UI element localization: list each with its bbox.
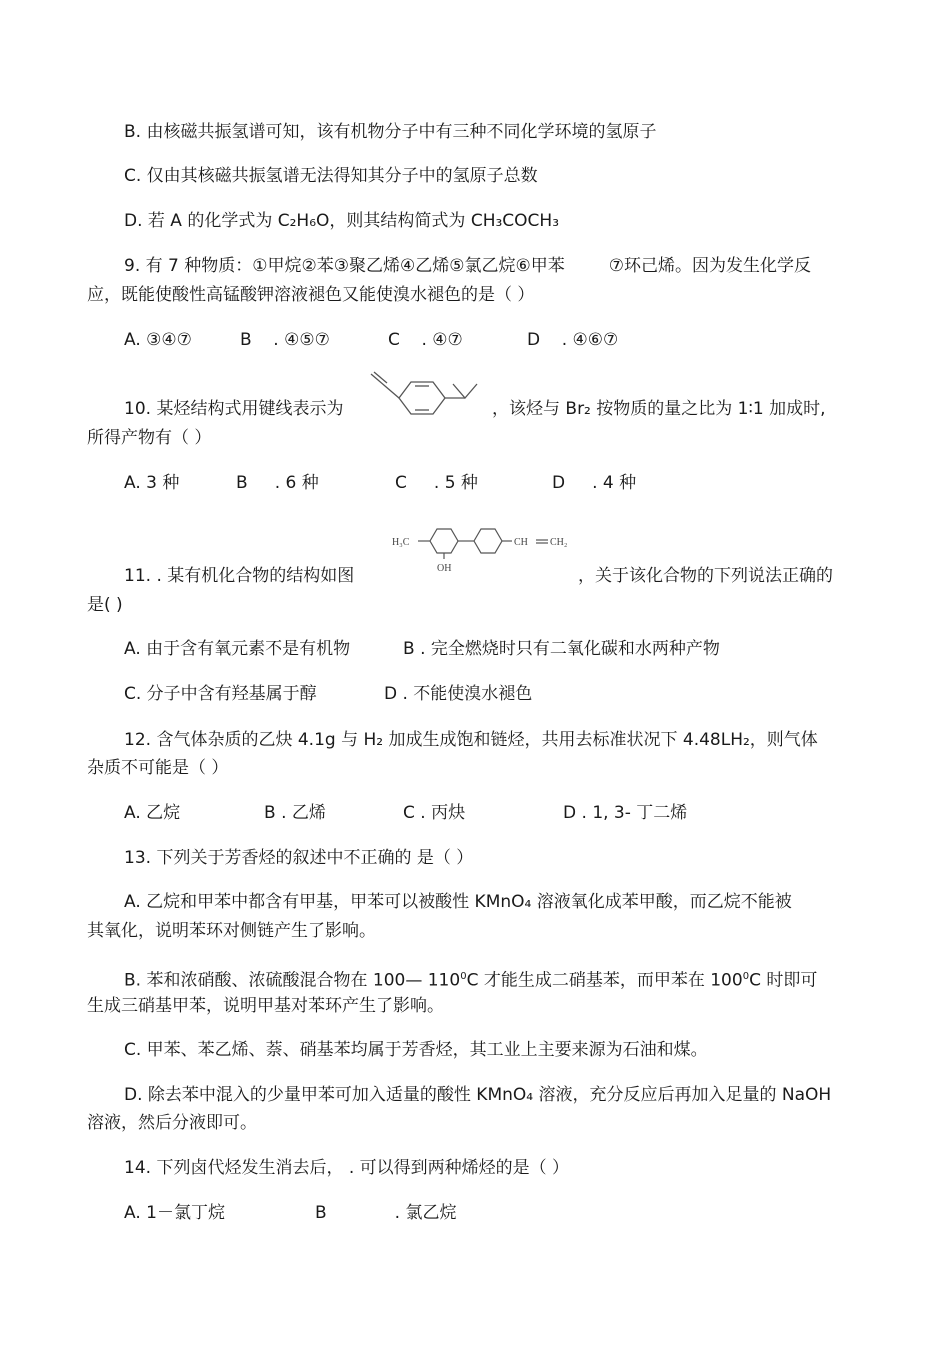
- q13-option-d-line2: 溶液，然后分液即可。: [87, 1113, 257, 1133]
- q11-vinyl-ch-label: CH: [514, 537, 528, 548]
- q10-stem-line2: 所得产物有（ ）: [87, 428, 212, 448]
- q11-stem-suffix: ，关于该化合物的下列说法正确的: [578, 566, 833, 586]
- q8-d-prefix: D. 若 A 的化学式为: [124, 211, 278, 231]
- q10-option-b: B . 6 种: [236, 473, 319, 493]
- q10-stem-suffix: ，该烃与 Br₂ 按物质的量之比为 1∶1 加成时,: [492, 399, 826, 419]
- q14-stem: 14. 下列卤代烃发生消去后， . 可以得到两种烯烃的是（ ）: [124, 1158, 570, 1178]
- q14-option-b: B . 氯乙烷: [315, 1203, 457, 1223]
- q14-option-a: A. 1－氯丁烷: [124, 1203, 225, 1223]
- q12-option-d: D . 1, 3- 丁二烯: [563, 803, 688, 823]
- q11-vinyl-ch2-label: CH₂: [550, 537, 568, 548]
- q12-option-b: B . 乙烯: [264, 803, 326, 823]
- q10-option-d: D . 4 种: [552, 473, 637, 493]
- q8-option-b: B. 由核磁共振氢谱可知，该有机物分子中有三种不同化学环境的氢原子: [124, 122, 657, 142]
- q13-option-a-line1: A. 乙烷和甲苯中都含有甲基，甲苯可以被酸性 KMnO₄ 溶液氧化成苯甲酸，而乙烷不能被: [124, 892, 792, 912]
- q11-hydroxyl-label: OH: [437, 563, 452, 574]
- q8-d-structure: CH₃COCH₃: [470, 211, 560, 231]
- q12-stem-line1: 12. 含气体杂质的乙炔 4.1g 与 H₂ 加成生成饱和链烃，共用去标准状况下 4.48LH₂，则气体: [124, 730, 818, 750]
- q9-stem-line1: [124, 255, 811, 277]
- q13-option-d-line1: D. 除去苯中混入的少量甲苯可加入适量的酸性 KMnO₄ 溶液，充分反应后再加入足量的 NaOH: [124, 1085, 832, 1105]
- q10-option-c: C . 5 种: [395, 473, 478, 493]
- q10-option-a: A. 3 种: [124, 473, 180, 493]
- q13-option-c: C. 甲苯、苯乙烯、萘、硝基苯均属于芳香烃，其工业上主要来源为石油和煤。: [124, 1040, 708, 1060]
- q11-option-a: A. 由于含有氧元素不是有机物: [124, 639, 351, 659]
- q13-degree-sup-2: 0: [742, 971, 750, 982]
- q13-degree-sup-1: 0: [460, 971, 467, 982]
- q9-stem-tail: ⑦环己烯。因为发生化学反: [608, 256, 811, 276]
- q13-stem: 13. 下列关于芳香烃的叙述中不正确的 是（ ）: [124, 848, 474, 868]
- q8-d-middle: ，则其结构简式为: [329, 211, 471, 231]
- q12-option-c: C . 丙炔: [403, 803, 466, 823]
- q10-skeletal-structure-image: [365, 368, 495, 432]
- q9-option-d: D . ④⑥⑦: [527, 330, 619, 350]
- q9-option-b: B . ④⑤⑦: [240, 330, 330, 350]
- q9-option-c: C . ④⑦: [388, 330, 463, 350]
- q8-option-c: C. 仅由其核磁共振氢谱无法得知其分子中的氢原子总数: [124, 166, 538, 186]
- q13-option-b-line2: 生成三硝基甲苯，说明甲基对苯环产生了影响。: [87, 996, 444, 1016]
- q9-option-a: A. ③④⑦: [124, 330, 192, 350]
- q11-option-c: C. 分子中含有羟基属于醇: [124, 684, 317, 704]
- q8-option-d: [124, 210, 559, 232]
- q10-stem-prefix: 10. 某烃结构式用键线表示为: [124, 399, 344, 419]
- q11-option-b: B . 完全燃烧时只有二氧化碳和水两种产物: [403, 639, 720, 659]
- q11-option-d: D . 不能使溴水褪色: [384, 684, 533, 704]
- q9-stem-text: 9. 有 7 种物质：①甲烷②苯③聚乙烯④乙烯⑤氯乙烷⑥甲苯: [124, 256, 565, 276]
- q11-stem-prefix: 11. . 某有机化合物的结构如图: [124, 566, 355, 586]
- q8-d-formula: C₂H₆O: [277, 211, 330, 231]
- q9-stem-line2: 应，既能使酸性高锰酸钾溶液褪色又能使溴水褪色的是（ ）: [87, 285, 535, 305]
- q11-methyl-label: H₃C: [392, 537, 410, 548]
- q12-stem-line2: 杂质不可能是（ ）: [87, 758, 229, 778]
- q13-option-b-line1: B. 苯和浓硝酸、浓硫酸混合物在 100— $110^0C$ 才能生成二硝基苯，而甲苯在 $100^0C$ 时即可: [124, 970, 818, 991]
- q12-option-a: A. 乙烷: [124, 803, 181, 823]
- q11-stem-line2: 是( ): [87, 595, 123, 615]
- q11-structure-image: [390, 512, 570, 580]
- q13-option-a-line2: 其氧化，说明苯环对侧链产生了影响。: [87, 921, 376, 941]
